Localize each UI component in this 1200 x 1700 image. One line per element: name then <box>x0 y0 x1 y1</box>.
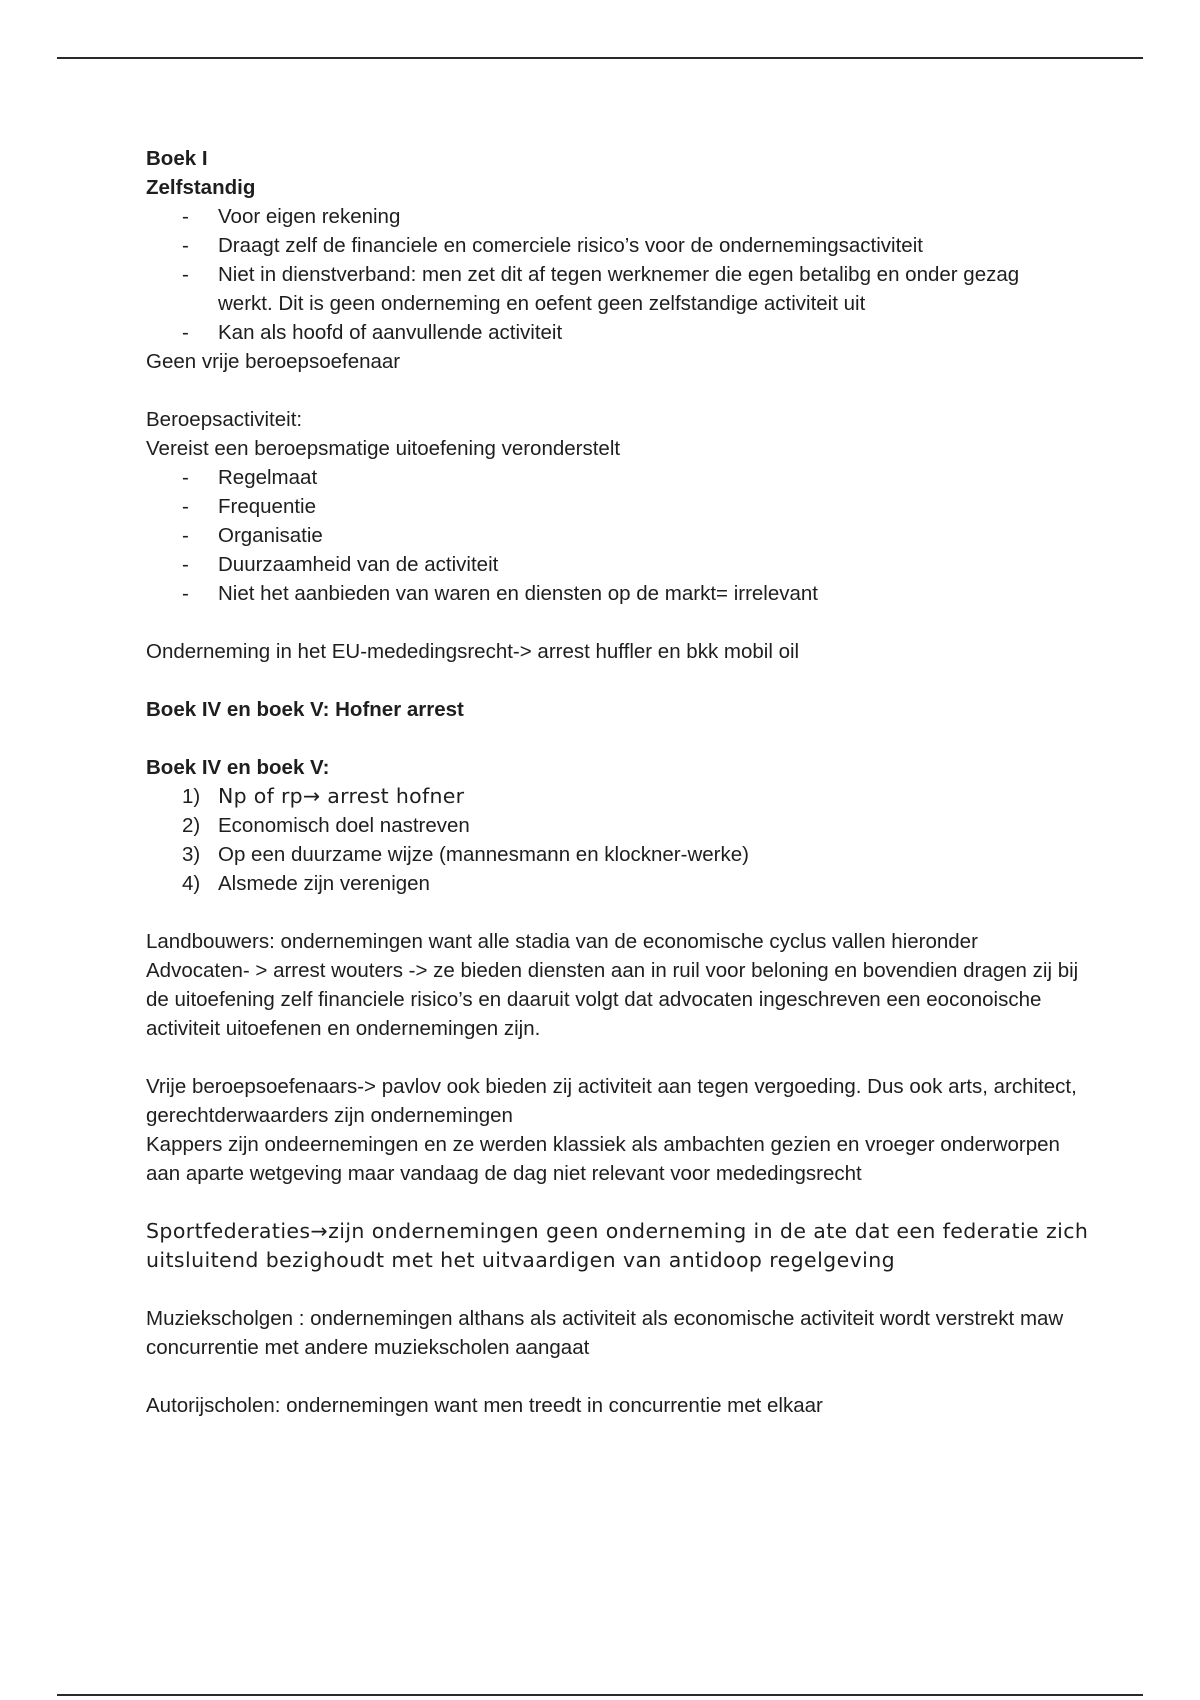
list-item <box>146 492 1106 521</box>
list-item-text: Voor eigen rekening <box>218 205 401 228</box>
heading-boek-iv-v-hofner: Boek IV en boek V: Hofner arrest <box>146 698 464 721</box>
list-item <box>146 202 1106 231</box>
bottom-rule <box>57 1694 1143 1696</box>
list-item-text: Organisatie <box>218 524 323 547</box>
number-marker: 4) <box>182 872 201 895</box>
dash-marker: - <box>182 234 189 257</box>
list-item <box>146 463 1106 492</box>
dash-marker: - <box>182 205 189 228</box>
heading-boek-i: Boek I <box>146 147 208 170</box>
heading-boek-iv-v: Boek IV en boek V: <box>146 756 330 779</box>
dash-marker: - <box>182 524 189 547</box>
list-item-text: Niet het aanbieden van waren en diensten op de markt= irrelevant <box>218 582 819 605</box>
dash-marker: - <box>182 582 189 605</box>
list-item-text: Kan als hoofd of aanvullende activiteit <box>218 321 563 344</box>
muziekscholen-paragraph: Muziekscholgen : ondernemingen althans als activiteit als economische activiteit wordt verstrekt maw concurrentie met andere muziekscholen aangaat <box>146 1307 1064 1359</box>
dash-marker: - <box>182 321 189 344</box>
zelfstandig-list <box>146 202 1106 347</box>
heading-zelfstandig: Zelfstandig <box>146 176 256 199</box>
list-item <box>146 840 1106 869</box>
eu-mededingsrecht-line: Onderneming in het EU-mededingsrecht-> arrest huffler en bkk mobil oil <box>146 640 800 663</box>
list-item-text: Alsmede zijn verenigen <box>218 872 430 895</box>
list-item-text: Duurzaamheid van de activiteit <box>218 553 499 576</box>
boek-iv-v-list <box>146 782 1106 898</box>
list-item-text: Niet in dienstverband: men zet dit af tegen werknemer die egen betalibg en onder gezag werkt. Dit is geen onderneming en oefent geen zelfstandige activiteit uit <box>218 263 1020 315</box>
list-item-text: Draagt zelf de financiele en comerciele risico’s voor de ondernemingsactiviteit <box>218 234 923 257</box>
dash-marker: - <box>182 553 189 576</box>
dash-marker: - <box>182 263 189 286</box>
list-item <box>146 782 1106 811</box>
list-item <box>146 811 1106 840</box>
document-body <box>146 144 1106 1420</box>
list-item-text: Frequentie <box>218 495 317 518</box>
vrije-beroepsoefenaars-paragraph: Vrije beroepsoefenaars-> pavlov ook bieden zij activiteit aan tegen vergoeding. Dus ook arts, architect, gerechtderwaarders zijn ondernemingen <box>146 1075 1077 1127</box>
dash-marker: - <box>182 466 189 489</box>
list-item <box>146 869 1106 898</box>
beroepsactiviteit-intro: Vereist een beroepsmatige uitoefening veronderstelt <box>146 437 621 460</box>
list-item-text: Economisch doel nastreven <box>218 814 470 837</box>
list-item <box>146 550 1106 579</box>
beroepsactiviteit-title: Beroepsactiviteit: <box>146 408 303 431</box>
autorijscholen-paragraph: Autorijscholen: ondernemingen want men treedt in concurrentie met elkaar <box>146 1394 823 1417</box>
dash-marker: - <box>182 495 189 518</box>
number-marker: 3) <box>182 843 201 866</box>
number-marker: 2) <box>182 814 201 837</box>
vrije-beroep-line: Geen vrije beroepsoefenaar <box>146 350 401 373</box>
list-item <box>146 260 1028 318</box>
list-item-text: Np of rp→ arrest hofner <box>218 784 465 808</box>
top-rule <box>57 57 1143 59</box>
advocaten-paragraph: Advocaten- > arrest wouters -> ze bieden diensten aan in ruil voor beloning en bovendien dragen zij bij de uitoefening zelf financiele risico’s en daaruit volgt dat advocaten ingeschreven een eoconoische activiteit uitoefenen en ondernemingen zijn. <box>146 959 1079 1040</box>
landbouwers-paragraph: Landbouwers: ondernemingen want alle stadia van de economische cyclus vallen hieronder <box>146 930 978 953</box>
sportfederaties-paragraph: Sportfederaties→zijn ondernemingen geen onderneming in de ate dat een federatie zich uitsluitend bezighoudt met het uitvaardigen van antidoop regelgeving <box>146 1219 1089 1272</box>
list-item <box>146 318 1106 347</box>
list-item <box>146 579 1106 608</box>
number-marker: 1) <box>182 785 201 808</box>
kappers-paragraph: Kappers zijn ondeernemingen en ze werden klassiek als ambachten gezien en vroeger onderworpen aan aparte wetgeving maar vandaag de dag niet relevant voor mededingsrecht <box>146 1133 1060 1185</box>
beroepsactiviteit-list <box>146 463 1106 608</box>
list-item <box>146 521 1106 550</box>
list-item <box>146 231 1106 260</box>
list-item-text: Regelmaat <box>218 466 318 489</box>
list-item-text: Op een duurzame wijze (mannesmann en klockner-werke) <box>218 843 749 866</box>
